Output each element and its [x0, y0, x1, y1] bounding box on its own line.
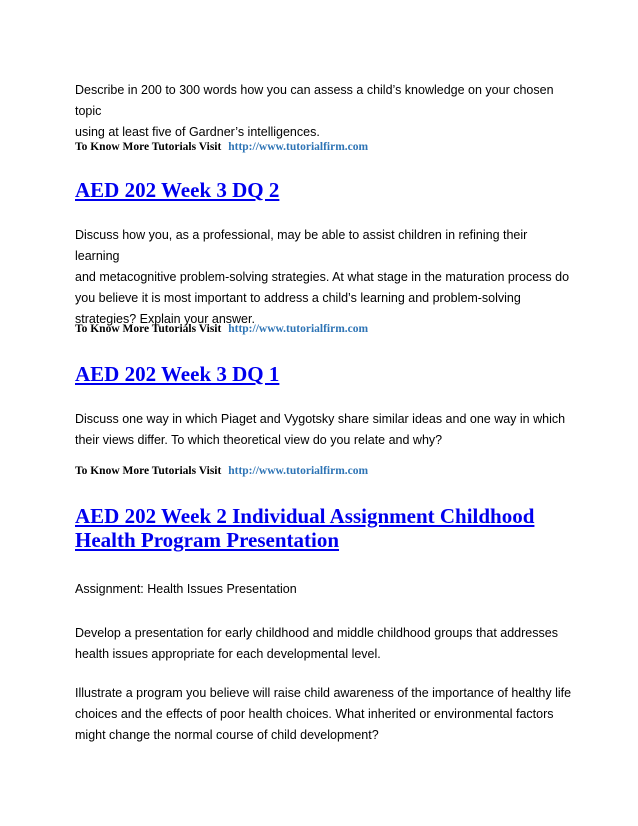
tutorial-visit-line — [75, 323, 575, 335]
body-line: Develop a presentation for early childhood and middle childhood groups that addresses — [75, 626, 558, 640]
tutorial-visit-line — [75, 141, 575, 153]
body-line: Discuss how you, as a professional, may be able to assist children in refining their learning — [75, 228, 528, 263]
intro-line-2: using at least five of Gardner’s intelligences. — [75, 125, 320, 139]
section-heading-week3-dq1[interactable]: AED 202 Week 3 DQ 1 — [75, 362, 280, 386]
body-line: health issues appropriate for each developmental level. — [75, 647, 381, 661]
tutorial-link[interactable]: http://www.tutorialfirm.com — [228, 141, 369, 153]
body-line: you believe it is most important to address a child’s learning and problem-solving — [75, 291, 521, 305]
tutorial-link[interactable]: http://www.tutorialfirm.com — [228, 465, 369, 477]
section-body-week3-dq1 — [75, 409, 575, 451]
intro-paragraph — [75, 80, 575, 143]
body-line: Discuss one way in which Piaget and Vygotsky share similar ideas and one way in which — [75, 412, 566, 426]
body-line: strategies? Explain your answer. — [75, 312, 255, 326]
body-line: choices and the effects of poor health choices. What inherited or environmental factors — [75, 707, 554, 721]
visit-label: To Know More Tutorials Visit — [75, 323, 222, 335]
section-body-week3-dq2 — [75, 225, 575, 330]
heading-line-2: Health Program Presentation — [75, 528, 340, 552]
body-line: their views differ. To which theoretical view do you relate and why? — [75, 433, 443, 447]
assignment-paragraph-1 — [75, 623, 575, 665]
section-heading-week2-assignment[interactable] — [75, 504, 575, 552]
heading-line-1: AED 202 Week 2 Individual Assignment Childhood — [75, 504, 535, 528]
intro-line-1: Describe in 200 to 300 words how you can assess a child’s knowledge on your chosen topic — [75, 83, 554, 118]
visit-label: To Know More Tutorials Visit — [75, 141, 222, 153]
body-line: might change the normal course of child development? — [75, 728, 379, 742]
tutorial-link[interactable]: http://www.tutorialfirm.com — [228, 323, 369, 335]
visit-label: To Know More Tutorials Visit — [75, 465, 222, 477]
section-heading-week3-dq2[interactable]: AED 202 Week 3 DQ 2 — [75, 178, 280, 202]
assignment-paragraph-2 — [75, 683, 575, 746]
body-line: Illustrate a program you believe will raise child awareness of the importance of healthy life — [75, 686, 572, 700]
tutorial-visit-line — [75, 465, 575, 477]
assignment-title: Assignment: Health Issues Presentation — [75, 582, 297, 596]
body-line: and metacognitive problem-solving strategies. At what stage in the maturation process do — [75, 270, 570, 284]
